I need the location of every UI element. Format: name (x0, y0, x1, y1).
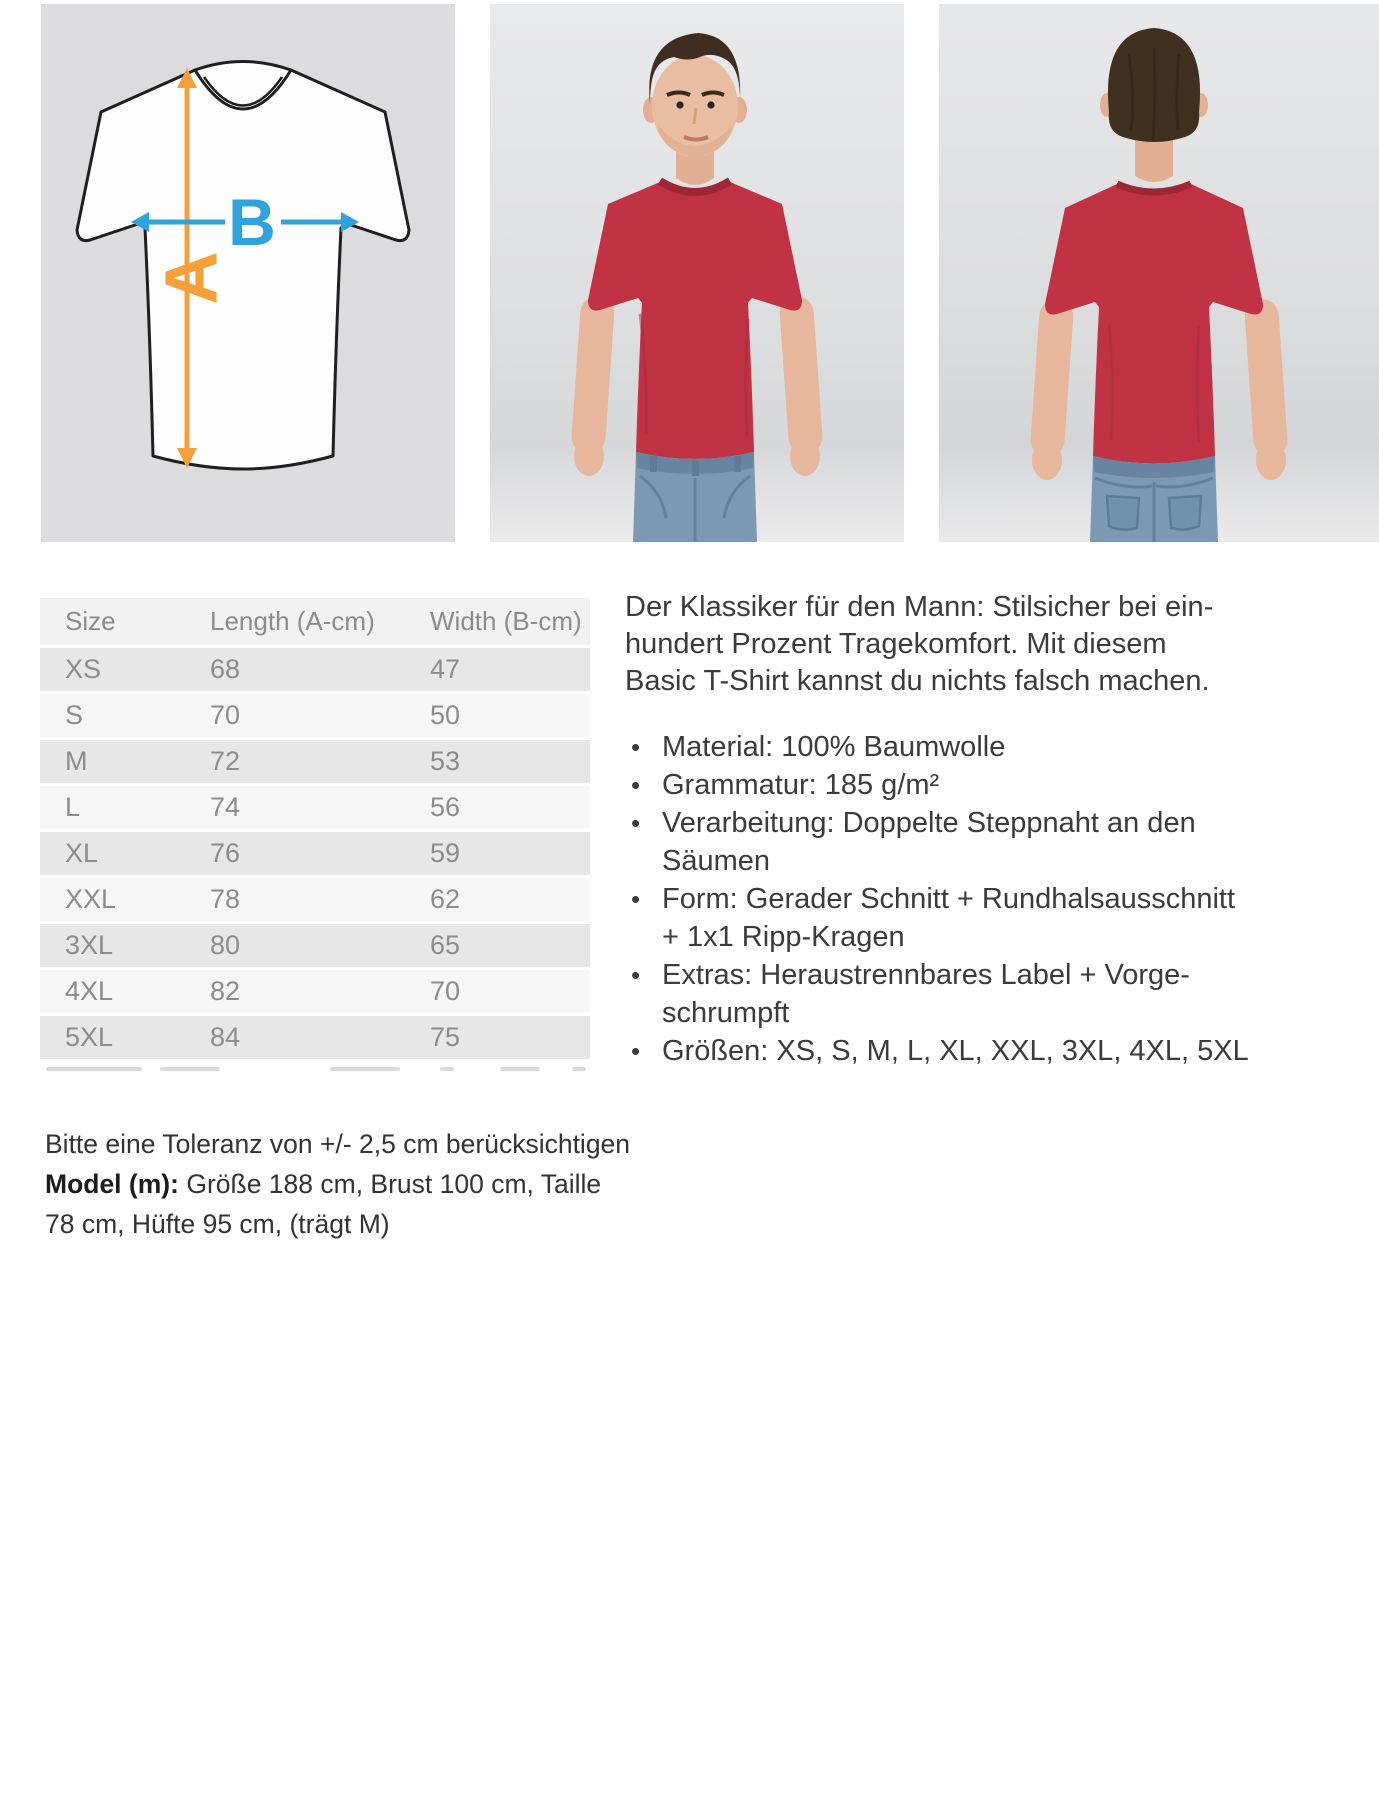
intro-line: Der Klassiker für den Mann: Stilsicher bei ein- (625, 591, 1214, 623)
tshirt-outline (77, 62, 409, 470)
size-table-header (40, 598, 590, 645)
back-pocket-right (1169, 496, 1201, 530)
table-row: M 72 53 (40, 740, 590, 783)
feature-groessen: • Größen: XS, S, M, L, XL, XXL, 3XL, 4XL, 5XL (625, 1032, 1379, 1070)
label-a: A (149, 251, 233, 305)
intro-line: hundert Prozent Tragekomfort. Mit diesem (625, 628, 1167, 660)
feature-material: • Material: 100% Baumwolle (625, 728, 1379, 766)
table-row: 5XL 84 75 (40, 1016, 590, 1059)
model-info-line1: Model (m): Größe 188 cm, Brust 100 cm, Taille (45, 1169, 602, 1199)
model-back-illustration (939, 4, 1379, 542)
feature-grammatur: • Grammatur: 185 g/m² (625, 766, 1379, 804)
size-diagram-panel (41, 4, 455, 542)
feature-extras: • Extras: Heraustrennbares Label + Vorge- schrumpft (625, 956, 1379, 1032)
table-row: XS 68 47 (40, 648, 590, 691)
back-pocket-left (1107, 496, 1139, 530)
header-size: Size (65, 606, 116, 636)
table-row: S 70 50 (40, 694, 590, 737)
table-row: XXL 78 62 (40, 878, 590, 921)
header-length: Length (A-cm) (210, 606, 375, 636)
feature-form: • Form: Gerader Schnitt + Rundhalsausschnitt + 1x1 Ripp-Kragen (625, 880, 1379, 956)
label-b: B (228, 185, 276, 259)
tshirt-back (1045, 184, 1263, 464)
intro-paragraph (625, 589, 1379, 700)
model-back-photo (939, 4, 1379, 542)
table-row: L 74 56 (40, 786, 590, 829)
tshirt-front (588, 182, 802, 459)
model-info-line2: 78 cm, Hüfte 95 cm, (trägt M) (45, 1209, 390, 1239)
model-front-photo (490, 4, 904, 542)
intro-line: Basic T-Shirt kannst du nichts falsch machen. (625, 665, 1210, 697)
feature-list (625, 728, 1379, 1070)
tolerance-note: Bitte eine Toleranz von +/- 2,5 cm berücksichtigen (45, 1129, 631, 1159)
header-width: Width (B-cm) (430, 606, 582, 636)
model-label: Model (m): (45, 1169, 179, 1199)
collar-band-back (1117, 184, 1191, 192)
table-row: 3XL 80 65 (40, 924, 590, 967)
model-front-illustration (490, 4, 904, 542)
size-table (40, 598, 590, 1059)
measurement-notes (45, 1124, 685, 1244)
table-row: 4XL 82 70 (40, 970, 590, 1013)
tshirt-diagram (41, 4, 455, 542)
product-description (625, 589, 1379, 1070)
feature-verarbeitung: • Verarbeitung: Doppelte Steppnaht an den Säumen (625, 804, 1379, 880)
table-row: XL 76 59 (40, 832, 590, 875)
